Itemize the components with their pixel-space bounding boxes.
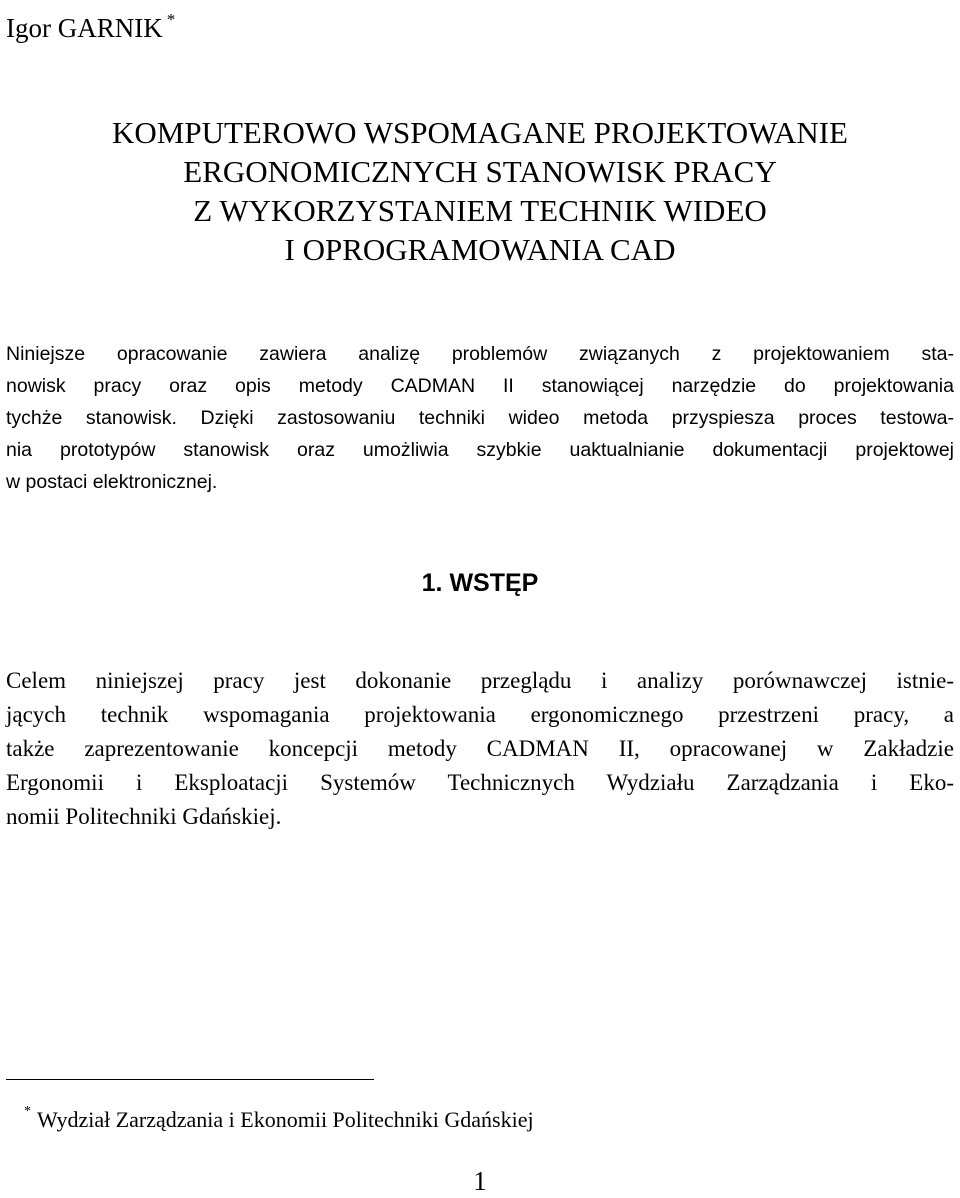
title-line: Z WYKORZYSTANIEM TECHNIK WIDEO (193, 193, 767, 228)
author-footnote-mark: * (166, 10, 176, 29)
title-line: KOMPUTEROWO WSPOMAGANE PROJEKTOWANIE (112, 115, 848, 150)
paper-title (0, 113, 960, 269)
body-line: Ergonomii i Eksploatacji Systemów Technicznych Wydziału Zarządzania i Eko- (6, 770, 954, 795)
abstract-line: tychże stanowisk. Dzięki zastosowaniu techniki wideo metoda przyspiesza proces testowa- (6, 407, 954, 429)
footnote-text: Wydział Zarządzania i Ekonomii Politechniki Gdańskiej (37, 1107, 534, 1132)
body-line: nomii Politechniki Gdańskiej. (6, 804, 282, 829)
section-heading: 1. WSTĘP (421, 569, 539, 597)
page-number: 1 (473, 1166, 487, 1196)
abstract-line: w postaci elektronicznej. (6, 471, 218, 493)
abstract (6, 338, 954, 498)
title-line: ERGONOMICZNYCH STANOWISK PRACY (183, 154, 777, 189)
footnote-mark: * (24, 1104, 31, 1119)
body-line: Celem niniejszej pracy jest dokonanie przeglądu i analizy porównawczej istnie- (6, 668, 954, 693)
footnote (24, 1096, 534, 1136)
body-line: także zaprezentowanie koncepcji metody CADMAN II, opracowanej w Zakładzie (6, 736, 954, 761)
abstract-line: nowisk pracy oraz opis metody CADMAN II stanowiącej narzędzie do projektowania (6, 375, 954, 397)
author-name (6, 2, 175, 46)
author-name-text: Igor GARNIK (6, 13, 163, 43)
abstract-line: Niniejsze opracowanie zawiera analizę problemów związanych z projektowaniem sta- (6, 343, 954, 365)
body-paragraph (6, 664, 954, 834)
body-line: jących technik wspomagania projektowania ergonomicznego przestrzeni pracy, a (6, 702, 954, 727)
title-line: I OPROGRAMOWANIA CAD (284, 232, 676, 267)
footnote-rule (6, 1079, 374, 1080)
abstract-line: nia prototypów stanowisk oraz umożliwia szybkie uaktualnianie dokumentacji projektowej (6, 439, 954, 461)
